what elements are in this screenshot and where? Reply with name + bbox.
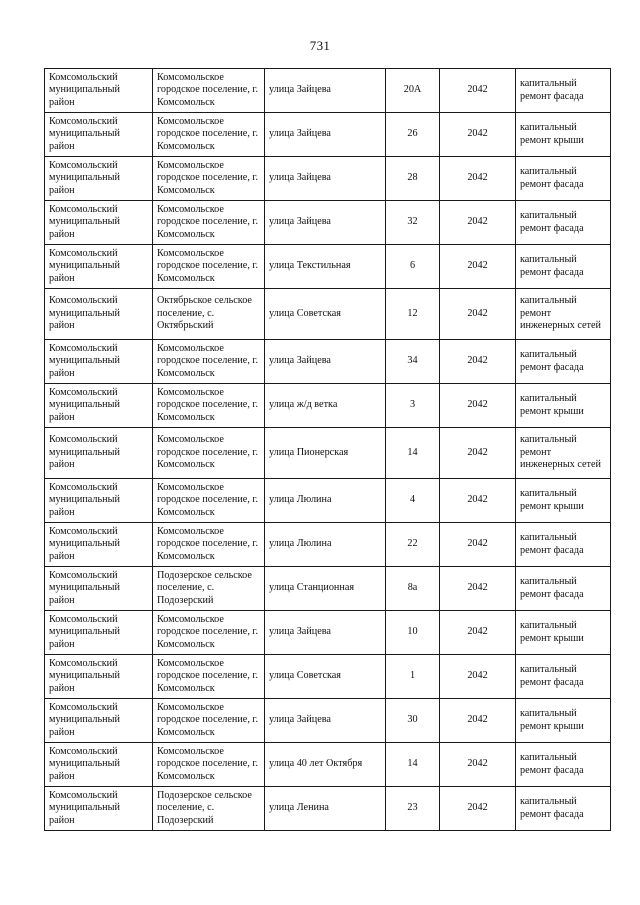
house-number-cell: 26 [386, 113, 440, 157]
table-row [45, 245, 611, 289]
table-row [45, 743, 611, 787]
work-type-cell: капитальный ремонт крыши [516, 113, 611, 157]
settlement-cell: Комсомольское городское поселение, г. Комсомольск [153, 245, 265, 289]
street-cell: улица ж/д ветка [265, 384, 386, 428]
district-cell: Комсомольский муниципальный район [45, 289, 153, 340]
house-number-cell: 28 [386, 157, 440, 201]
house-number-cell: 20А [386, 69, 440, 113]
work-type-cell: капитальный ремонт крыши [516, 699, 611, 743]
year-cell: 2042 [440, 743, 516, 787]
table-row [45, 611, 611, 655]
work-type-cell: капитальный ремонт фасада [516, 523, 611, 567]
year-cell: 2042 [440, 699, 516, 743]
table-row [45, 69, 611, 113]
district-cell: Комсомольский муниципальный район [45, 479, 153, 523]
settlement-cell: Комсомольское городское поселение, г. Комсомольск [153, 69, 265, 113]
table-row [45, 113, 611, 157]
house-number-cell: 12 [386, 289, 440, 340]
table-row [45, 479, 611, 523]
settlement-cell: Подозерское сельское поселение, с. Подозерский [153, 567, 265, 611]
year-cell: 2042 [440, 69, 516, 113]
year-cell: 2042 [440, 340, 516, 384]
year-cell: 2042 [440, 113, 516, 157]
district-cell: Комсомольский муниципальный район [45, 611, 153, 655]
work-type-cell: капитальный ремонт инженерных сетей [516, 428, 611, 479]
street-cell: улица Зайцева [265, 699, 386, 743]
settlement-cell: Комсомольское городское поселение, г. Комсомольск [153, 384, 265, 428]
district-cell: Комсомольский муниципальный район [45, 245, 153, 289]
year-cell: 2042 [440, 611, 516, 655]
table-row [45, 787, 611, 831]
table-row [45, 523, 611, 567]
year-cell: 2042 [440, 655, 516, 699]
settlement-cell: Октябрьское сельское поселение, с. Октябрьский [153, 289, 265, 340]
street-cell: улица Люлина [265, 479, 386, 523]
year-cell: 2042 [440, 289, 516, 340]
table-row [45, 289, 611, 340]
work-type-cell: капитальный ремонт крыши [516, 611, 611, 655]
house-number-cell: 4 [386, 479, 440, 523]
district-cell: Комсомольский муниципальный район [45, 428, 153, 479]
district-cell: Комсомольский муниципальный район [45, 523, 153, 567]
house-number-cell: 22 [386, 523, 440, 567]
street-cell: улица Станционная [265, 567, 386, 611]
house-number-cell: 3 [386, 384, 440, 428]
year-cell: 2042 [440, 157, 516, 201]
house-number-cell: 34 [386, 340, 440, 384]
district-cell: Комсомольский муниципальный район [45, 201, 153, 245]
street-cell: улица Зайцева [265, 611, 386, 655]
year-cell: 2042 [440, 428, 516, 479]
settlement-cell: Комсомольское городское поселение, г. Комсомольск [153, 743, 265, 787]
settlement-cell: Комсомольское городское поселение, г. Комсомольск [153, 655, 265, 699]
table-row [45, 567, 611, 611]
district-cell: Комсомольский муниципальный район [45, 743, 153, 787]
district-cell: Комсомольский муниципальный район [45, 655, 153, 699]
table-row [45, 201, 611, 245]
registry-table-body [45, 69, 611, 831]
year-cell: 2042 [440, 384, 516, 428]
street-cell: улица Зайцева [265, 340, 386, 384]
house-number-cell: 8а [386, 567, 440, 611]
street-cell: улица Зайцева [265, 157, 386, 201]
work-type-cell: капитальный ремонт фасада [516, 245, 611, 289]
settlement-cell: Комсомольское городское поселение, г. Комсомольск [153, 611, 265, 655]
work-type-cell: капитальный ремонт крыши [516, 479, 611, 523]
year-cell: 2042 [440, 479, 516, 523]
district-cell: Комсомольский муниципальный район [45, 69, 153, 113]
house-number-cell: 1 [386, 655, 440, 699]
work-type-cell: капитальный ремонт фасада [516, 743, 611, 787]
registry-table [44, 68, 611, 831]
district-cell: Комсомольский муниципальный район [45, 699, 153, 743]
year-cell: 2042 [440, 523, 516, 567]
house-number-cell: 14 [386, 743, 440, 787]
district-cell: Комсомольский муниципальный район [45, 113, 153, 157]
year-cell: 2042 [440, 201, 516, 245]
work-type-cell: капитальный ремонт фасада [516, 567, 611, 611]
settlement-cell: Комсомольское городское поселение, г. Комсомольск [153, 340, 265, 384]
street-cell: улица Текстильная [265, 245, 386, 289]
settlement-cell: Комсомольское городское поселение, г. Комсомольск [153, 157, 265, 201]
street-cell: улица Советская [265, 289, 386, 340]
street-cell: улица Ленина [265, 787, 386, 831]
district-cell: Комсомольский муниципальный район [45, 384, 153, 428]
work-type-cell: капитальный ремонт фасада [516, 340, 611, 384]
table-row [45, 699, 611, 743]
page-number: 731 [309, 38, 331, 53]
house-number-cell: 14 [386, 428, 440, 479]
street-cell: улица 40 лет Октября [265, 743, 386, 787]
table-row [45, 157, 611, 201]
settlement-cell: Комсомольское городское поселение, г. Комсомольск [153, 428, 265, 479]
settlement-cell: Комсомольское городское поселение, г. Комсомольск [153, 113, 265, 157]
street-cell: улица Люлина [265, 523, 386, 567]
street-cell: улица Зайцева [265, 69, 386, 113]
table-row [45, 384, 611, 428]
settlement-cell: Подозерское сельское поселение, с. Подозерский [153, 787, 265, 831]
house-number-cell: 32 [386, 201, 440, 245]
year-cell: 2042 [440, 245, 516, 289]
table-row [45, 428, 611, 479]
table-row [45, 655, 611, 699]
street-cell: улица Советская [265, 655, 386, 699]
work-type-cell: капитальный ремонт фасада [516, 787, 611, 831]
district-cell: Комсомольский муниципальный район [45, 157, 153, 201]
district-cell: Комсомольский муниципальный район [45, 340, 153, 384]
settlement-cell: Комсомольское городское поселение, г. Комсомольск [153, 201, 265, 245]
street-cell: улица Зайцева [265, 113, 386, 157]
work-type-cell: капитальный ремонт фасада [516, 157, 611, 201]
house-number-cell: 6 [386, 245, 440, 289]
work-type-cell: капитальный ремонт фасада [516, 69, 611, 113]
district-cell: Комсомольский муниципальный район [45, 567, 153, 611]
year-cell: 2042 [440, 787, 516, 831]
settlement-cell: Комсомольское городское поселение, г. Комсомольск [153, 699, 265, 743]
work-type-cell: капитальный ремонт фасада [516, 655, 611, 699]
settlement-cell: Комсомольское городское поселение, г. Комсомольск [153, 523, 265, 567]
house-number-cell: 10 [386, 611, 440, 655]
street-cell: улица Пионерская [265, 428, 386, 479]
table-row [45, 340, 611, 384]
work-type-cell: капитальный ремонт фасада [516, 201, 611, 245]
house-number-cell: 30 [386, 699, 440, 743]
work-type-cell: капитальный ремонт крыши [516, 384, 611, 428]
year-cell: 2042 [440, 567, 516, 611]
district-cell: Комсомольский муниципальный район [45, 787, 153, 831]
house-number-cell: 23 [386, 787, 440, 831]
settlement-cell: Комсомольское городское поселение, г. Комсомольск [153, 479, 265, 523]
work-type-cell: капитальный ремонт инженерных сетей [516, 289, 611, 340]
street-cell: улица Зайцева [265, 201, 386, 245]
